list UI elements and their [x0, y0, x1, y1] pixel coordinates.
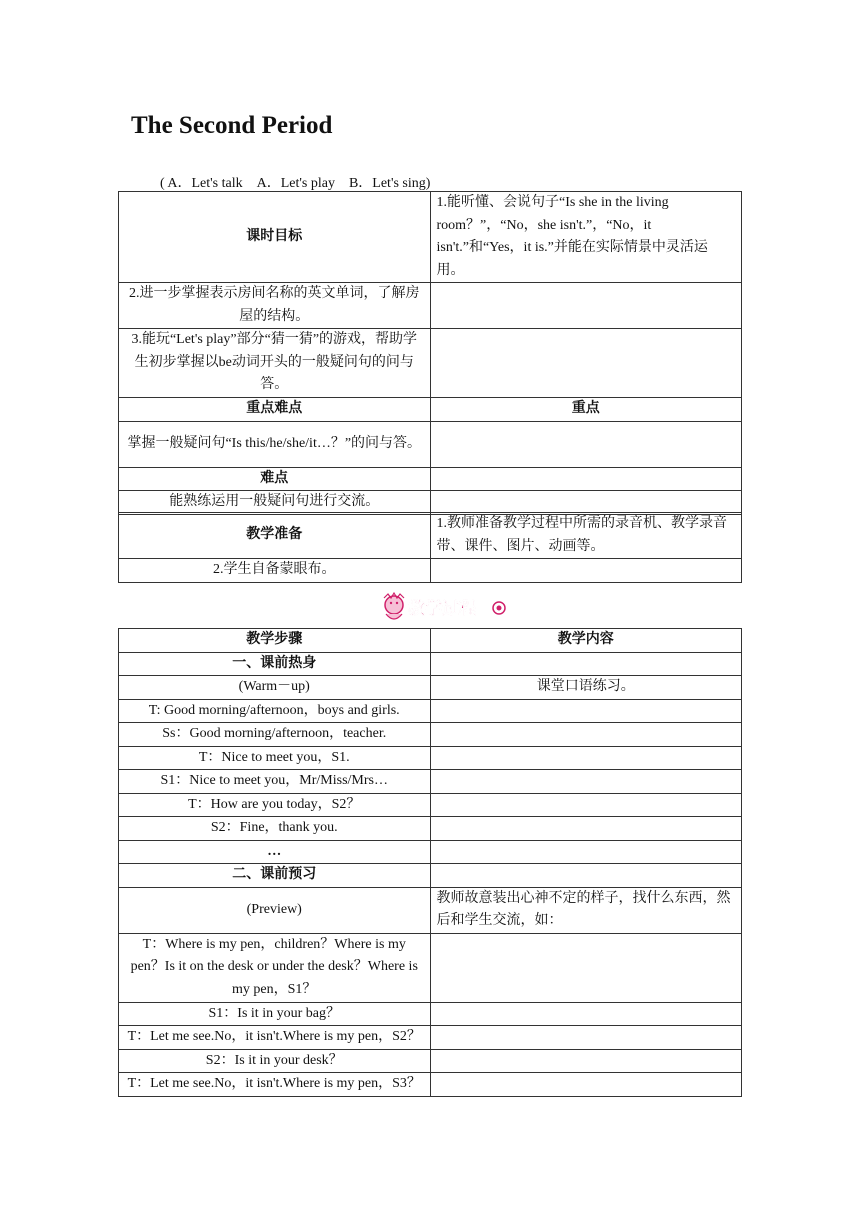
- table-row: [119, 746, 742, 770]
- step-cell: T：Let me see.No，it isn't.Where is my pen，S2？: [119, 1026, 431, 1050]
- step-cell: S1：Is it in your bag？: [119, 1002, 431, 1026]
- step-cell: 一、课前热身: [119, 652, 431, 676]
- step-cell: (Warm－up): [119, 676, 431, 700]
- step-cell: 二、课前预习: [119, 864, 431, 888]
- teaching-process-table: [118, 628, 742, 1097]
- content-cell: [430, 1002, 742, 1026]
- step-cell: Ss：Good morning/afternoon，teacher.: [119, 723, 431, 747]
- cell-objective-3: 3.能玩“Let's play”部分“猜一猜”的游戏，帮助学生初步掌握以be动词开头的一般疑问句的问与答。: [119, 329, 431, 398]
- step-cell: T：Nice to meet you，S1.: [119, 746, 431, 770]
- content-cell: 课堂口语练习。: [430, 676, 742, 700]
- cell-preparation-label: 教学准备: [119, 513, 431, 559]
- table-row: [119, 723, 742, 747]
- step-cell: T：Where is my pen，children？Where is my pen？Is it on the desk or under the desk？Where is my pen，S1？: [119, 933, 431, 1002]
- cell-objective-2: 2.进一步掌握表示房间名称的英文单词，了解房屋的结构。: [119, 283, 431, 329]
- table-row: [119, 1026, 742, 1050]
- content-cell: [430, 1049, 742, 1073]
- header-teaching-steps: 教学步骤: [119, 629, 431, 653]
- cell-empty: [430, 329, 742, 398]
- cell-difficult-point: 能熟练运用一般疑问句进行交流。: [119, 491, 431, 515]
- step-cell: T: Good morning/afternoon，boys and girls.: [119, 699, 431, 723]
- cell-student-preparation: 2.学生自备蒙眼布。: [119, 559, 431, 583]
- content-cell: [430, 746, 742, 770]
- table-row: [119, 652, 742, 676]
- step-cell: S2：Fine，thank you.: [119, 817, 431, 841]
- table-row: [119, 840, 742, 864]
- cell-key-difficult-label: 重点难点: [119, 398, 431, 422]
- cell-teacher-preparation: 1.教师准备教学过程中所需的录音机、教学录音带、课件、图片、动画等。: [430, 513, 742, 559]
- table-row: [119, 1073, 742, 1097]
- table-row: [119, 770, 742, 794]
- content-cell: 教师故意装出心神不定的样子，找什么东西，然后和学生交流，如：: [430, 887, 742, 933]
- table-row: [119, 864, 742, 888]
- content-cell: [430, 1026, 742, 1050]
- content-cell: [430, 699, 742, 723]
- step-cell: S2：Is it in your desk？: [119, 1049, 431, 1073]
- table-row: [119, 1049, 742, 1073]
- teaching-process-banner: [380, 590, 510, 626]
- cell-empty: [430, 467, 742, 491]
- table-row: [119, 1002, 742, 1026]
- banner-text: 教学过程: [408, 599, 476, 619]
- step-cell: S1：Nice to meet you，Mr/Miss/Mrs…: [119, 770, 431, 794]
- table-row: [119, 699, 742, 723]
- step-cell: (Preview): [119, 887, 431, 933]
- content-cell: [430, 817, 742, 841]
- document-title: The Second Period: [131, 112, 333, 139]
- content-cell: [430, 652, 742, 676]
- lesson-sections: ( A．Let's talk A．Let's play B．Let's sing): [160, 176, 431, 191]
- cell-empty: [430, 283, 742, 329]
- cartoon-girl-icon: [385, 596, 403, 614]
- content-cell: [430, 770, 742, 794]
- cell-key-point: 掌握一般疑问句“Is this/he/she/it…？”的问与答。: [119, 421, 431, 467]
- step-cell: T：Let me see.No，it isn't.Where is my pen，S3？: [119, 1073, 431, 1097]
- cell-empty: [430, 491, 742, 515]
- table-row: [119, 793, 742, 817]
- cell-key-label: 重点: [430, 398, 742, 422]
- cell-difficult-label: 难点: [119, 467, 431, 491]
- content-cell: [430, 864, 742, 888]
- step-cell: …: [119, 840, 431, 864]
- step-cell: T：How are you today，S2？: [119, 793, 431, 817]
- preparation-table: [118, 512, 742, 583]
- table-row: [119, 887, 742, 933]
- content-cell: [430, 1073, 742, 1097]
- objectives-table: [118, 191, 742, 515]
- table-row: [119, 676, 742, 700]
- content-cell: [430, 933, 742, 1002]
- cell-objectives-label: 课时目标: [119, 192, 431, 283]
- cell-empty: [430, 421, 742, 467]
- content-cell: [430, 723, 742, 747]
- table-row: [119, 817, 742, 841]
- header-teaching-content: 教学内容: [430, 629, 742, 653]
- cell-empty: [430, 559, 742, 583]
- content-cell: [430, 793, 742, 817]
- content-cell: [430, 840, 742, 864]
- table-row: [119, 933, 742, 1002]
- cell-objective-1: 1.能听懂、会说句子“Is she in the living room？”，“No，she isn't.”，“No，it isn't.”和“Yes，it is.”并能在实际情景中灵活运用。: [430, 192, 742, 283]
